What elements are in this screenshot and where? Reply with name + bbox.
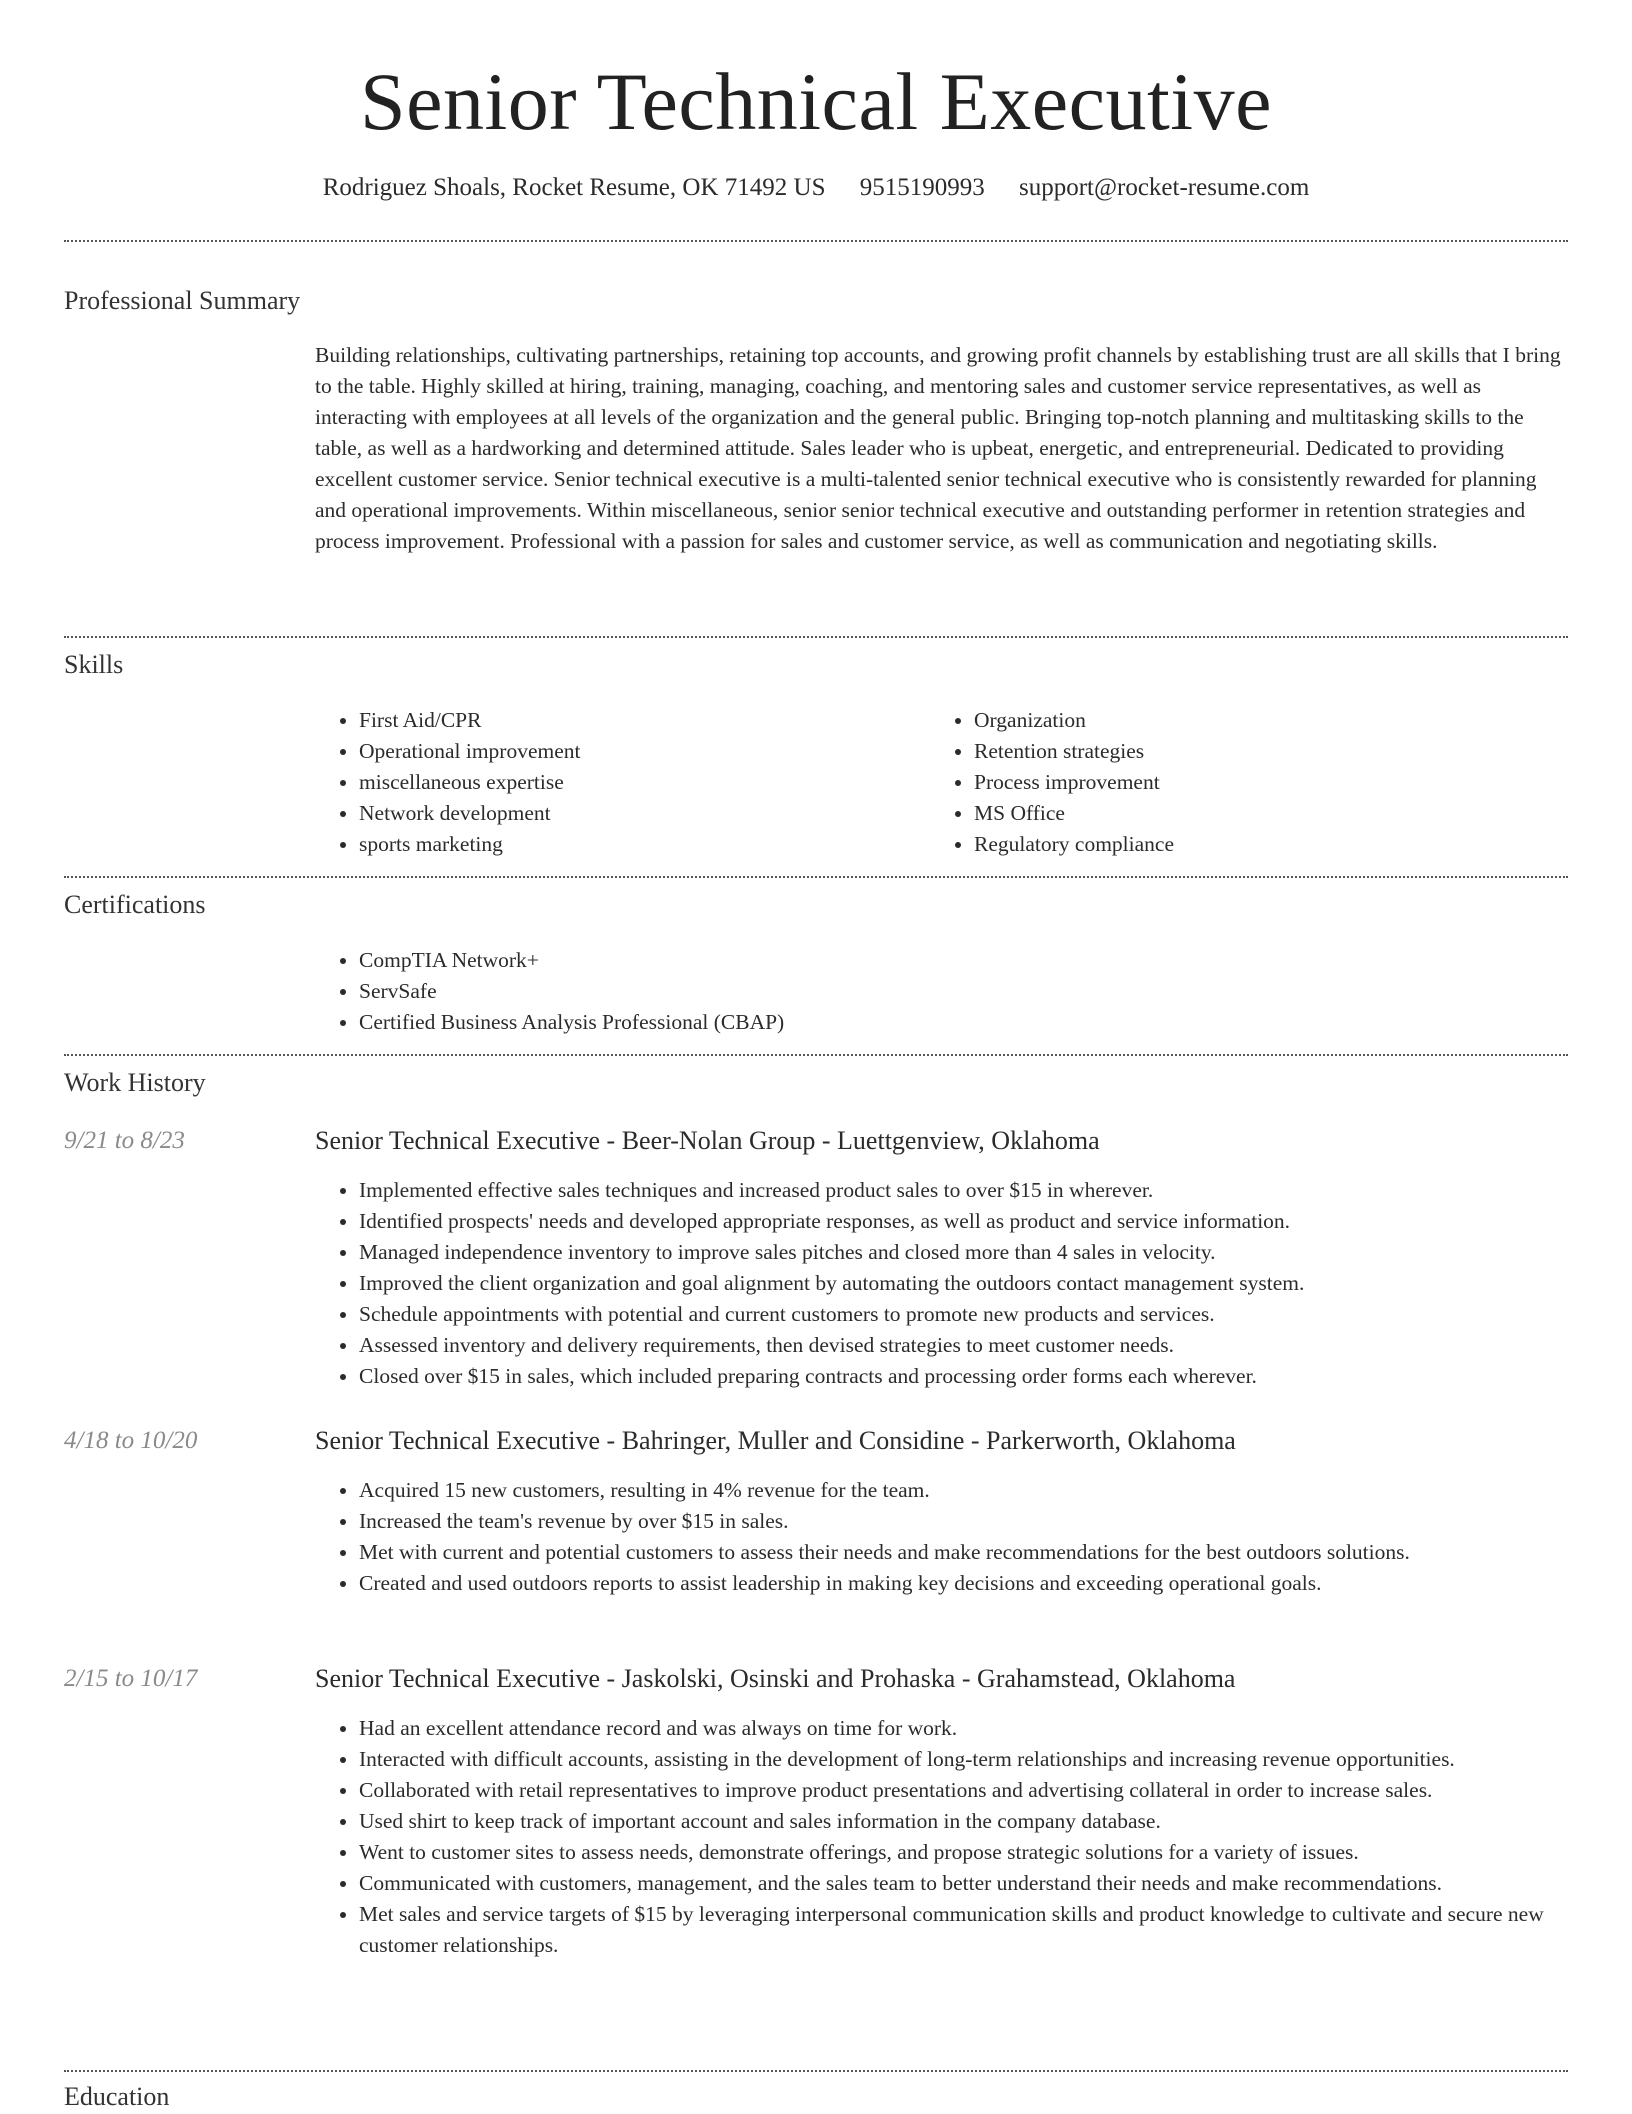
summary-section-title: Professional Summary [64,286,301,315]
section-divider [64,2070,1568,2072]
section-divider [64,240,1568,242]
skill-item: • Process improvement [974,767,1574,798]
skills-list-right [930,705,1574,860]
skills-list-left [315,705,919,860]
job-heading: Senior Technical Executive - Beer-Nolan Group - Luettgenview, Oklahoma [315,1126,1100,1155]
skill-item: • Operational improvement [359,736,919,767]
job-bullet: • Implemented effective sales techniques and increased product sales to over $15 in wherever. [359,1175,1609,1206]
job-bullet: • Assessed inventory and delivery requirements, then devised strategies to meet customer needs. [359,1330,1609,1361]
education-section-title: Education [64,2082,170,2111]
job-dates: 2/15 to 10/17 [64,1665,198,1692]
summary-text: Building relationships, cultivating partnerships, retaining top accounts, and growing profit channels by establishing trust are all skills that I bring to the table. Highly skilled at hiring, training, managing, coaching, and mentoring sales and customer service representatives, as well as interacting with employees at all levels of the organization and the general public. Bringing top-notch planning and multitasking skills to the table, as well as a hardworking and determined attitude. Sales leader who is upbeat, energetic, and entrepreneurial. Dedicated to providing excellent customer service. Senior technical executive is a multi-talented senior technical executive who is consistently rewarded for planning and operational improvements. Within miscellaneous, senior senior technical executive and outstanding performer in retention strategies and process improvement. Professional with a passion for sales and customer service, as well as communication and negotiating skills. [315,343,1561,553]
job-bullets [315,1475,1609,1599]
skill-item: • MS Office [974,798,1574,829]
job-bullet: • Communicated with customers, management, and the sales team to better understand their needs and make recommendations. [359,1868,1609,1899]
job-bullet: • Acquired 15 new customers, resulting in 4% revenue for the team. [359,1475,1609,1506]
certifications-section-title: Certifications [64,890,206,919]
contact-line [0,170,1632,206]
section-divider [64,1054,1568,1056]
skill-item: • Retention strategies [974,736,1574,767]
job-bullet: • Schedule appointments with potential and current customers to promote new products and services. [359,1299,1609,1330]
job-bullets [315,1175,1609,1392]
certification-item: • ServSafe [359,976,1559,1007]
job-bullet: • Closed over $15 in sales, which included preparing contracts and processing order forms each wherever. [359,1361,1609,1392]
job-heading: Senior Technical Executive - Jaskolski, Osinski and Prohaska - Grahamstead, Oklahoma [315,1664,1236,1693]
job-bullet: • Managed independence inventory to improve sales pitches and closed more than 4 sales in velocity. [359,1237,1609,1268]
job-bullet: • Went to customer sites to assess needs, demonstrate offerings, and propose strategic solutions for a variety of issues. [359,1837,1609,1868]
job-bullet: • Met sales and service targets of $15 by leveraging interpersonal communication skills and product knowledge to cultivate and secure new customer relationships. [359,1899,1609,1961]
job-bullet: • Used shirt to keep track of important account and sales information in the company database. [359,1806,1609,1837]
skill-item: • Organization [974,705,1574,736]
job-bullets [315,1713,1609,1961]
certification-item: • CompTIA Network+ [359,945,1559,976]
work-section-title: Work History [64,1068,206,1097]
skill-item: • sports marketing [359,829,919,860]
section-divider [64,636,1568,638]
job-bullet: • Improved the client organization and goal alignment by automating the outdoors contact management system. [359,1268,1609,1299]
job-bullet: • Met with current and potential customers to assess their needs and make recommendations for the best outdoors solutions. [359,1537,1609,1568]
job-bullet: • Interacted with difficult accounts, assisting in the development of long-term relationships and increasing revenue opportunities. [359,1744,1609,1775]
job-dates: 9/21 to 8/23 [64,1127,185,1154]
contact-email: support@rocket-resume.com [1018,174,1310,201]
job-bullet: • Collaborated with retail representatives to improve product presentations and advertising collateral in order to increase sales. [359,1775,1609,1806]
job-bullet: • Created and used outdoors reports to assist leadership in making key decisions and exceeding operational goals. [359,1568,1609,1599]
certifications-list [315,945,1559,1038]
job-bullet: • Increased the team's revenue by over $15 in sales. [359,1506,1609,1537]
skill-item: • Regulatory compliance [974,829,1574,860]
skill-item: • Network development [359,798,919,829]
contact-address: Rodriguez Shoals, Rocket Resume, OK 71492 US [322,174,826,201]
skills-section-title: Skills [64,650,124,679]
skill-item: • First Aid/CPR [359,705,919,736]
section-divider [64,876,1568,878]
job-bullet: • Had an excellent attendance record and was always on time for work. [359,1713,1609,1744]
job-heading: Senior Technical Executive - Bahringer, Muller and Considine - Parkerworth, Oklahoma [315,1426,1236,1455]
skill-item: • miscellaneous expertise [359,767,919,798]
job-dates: 4/18 to 10/20 [64,1427,198,1454]
contact-phone: 9515190993 [859,174,985,201]
certification-item: • Certified Business Analysis Professional (CBAP) [359,1007,1559,1038]
candidate-name: Senior Technical Executive [360,56,1272,147]
job-bullet: • Identified prospects' needs and developed appropriate responses, as well as product and service information. [359,1206,1609,1237]
